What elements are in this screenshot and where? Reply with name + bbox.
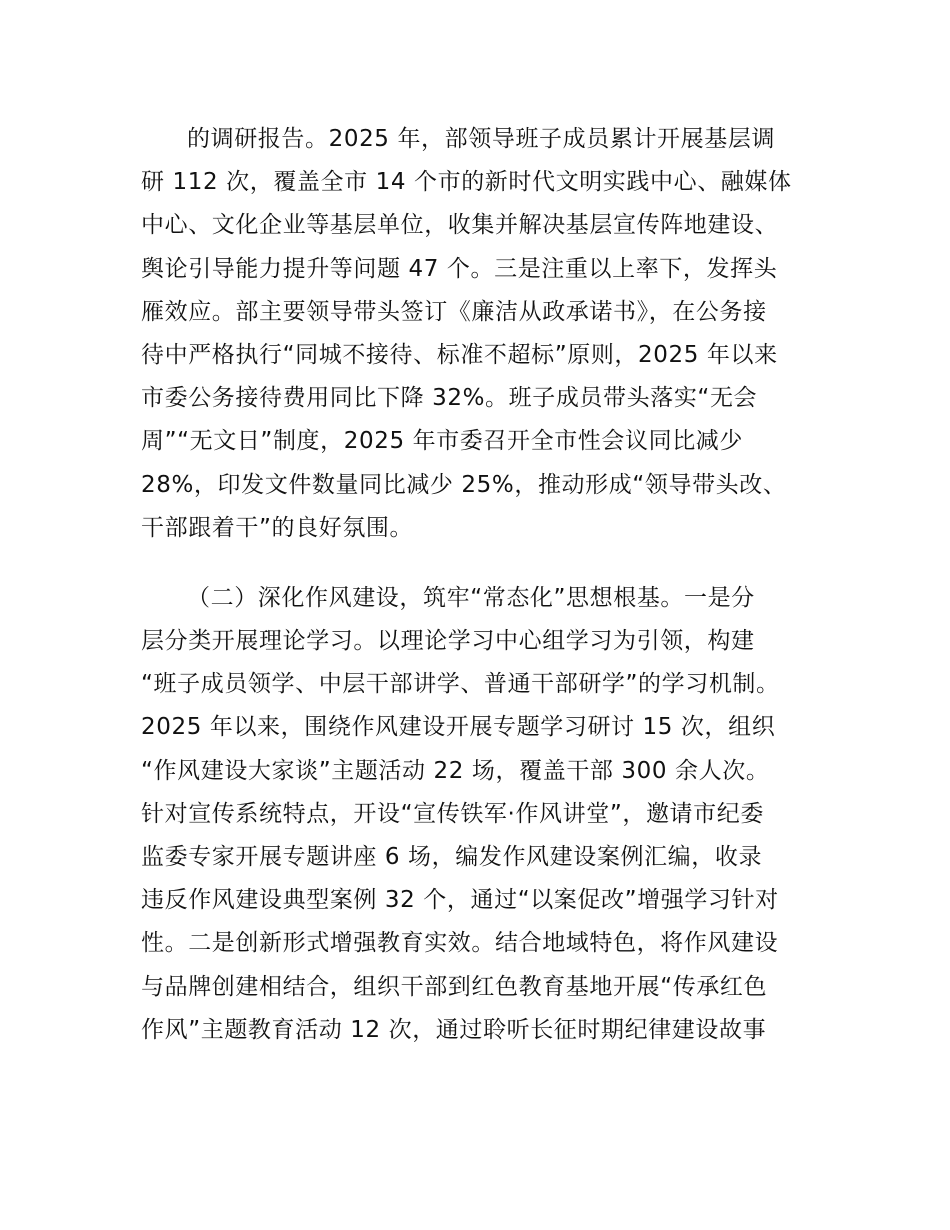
paragraph-line: “作风建设大家谈”主题活动 22 场，覆盖干部 300 余人次。 [141,757,770,784]
paragraph-line: 研 112 次，覆盖全市 14 个市的新时代文明实践中心、融媒体 [141,169,792,196]
paragraph-line: 市委公务接待费用同比下降 32%。班子成员带头落实“无会 [141,385,758,412]
paragraph-line: 的调研报告。2025 年，部领导班子成员累计开展基层调 [187,126,776,152]
paragraph-line: 性。二是创新形式增强教育实效。结合地域特色，将作风建设 [141,930,779,957]
paragraph-1 [141,118,831,550]
paragraph-line: 中心、文化企业等基层单位，收集并解决基层宣传阵地建设、 [141,212,779,239]
paragraph-line: 雁效应。部主要领导带头签订《廉洁从政承诺书》，在公务接 [141,298,767,325]
paragraph-line: 作风”主题教育活动 12 次，通过聆听长征时期纪律建设故事 [141,1016,767,1043]
paragraph-line: 待中严格执行“同城不接待、标准不超标”原则，2025 年以来 [141,341,778,368]
paragraph-line: （二）深化作风建设，筑牢“常态化”思想根基。一是分 [187,584,755,611]
paragraph-line: 监委专家开展专题讲座 6 场，编发作风建设案例汇编，收录 [141,844,763,870]
paragraph-line: 针对宣传系统特点，开设“宣传铁军·作风讲堂”，邀请市纪委 [141,800,764,827]
paragraph-line: 28%，印发文件数量同比减少 25%，推动形成“领导带头改、 [141,471,787,498]
paragraph-line: 干部跟着干”的良好氛围。 [141,514,414,541]
paragraph-line: 2025 年以来，围绕作风建设开展专题学习研讨 15 次，组织 [141,714,776,741]
paragraph-spacing [141,550,831,577]
paragraph-line: 层分类开展理论学习。以理论学习中心组学习为引领，构建 [141,628,755,655]
paragraph-line: 舆论引导能力提升等问题 47 个。三是注重以上率下，发挥头 [141,255,778,282]
paragraph-line: 与品牌创建相结合，组织干部到红色教育基地开展“传承红色 [141,973,768,1000]
paragraph-2 [141,577,831,1052]
paragraph-line: 违反作风建设典型案例 32 个，通过“以案促改”增强学习针对 [141,887,779,914]
paragraph-line: “班子成员领学、中层干部讲学、普通干部研学”的学习机制。 [141,671,780,698]
paragraph-line: 周”“无文日”制度，2025 年市委召开全市性会议同比减少 [141,428,743,455]
document-body [141,118,831,1052]
